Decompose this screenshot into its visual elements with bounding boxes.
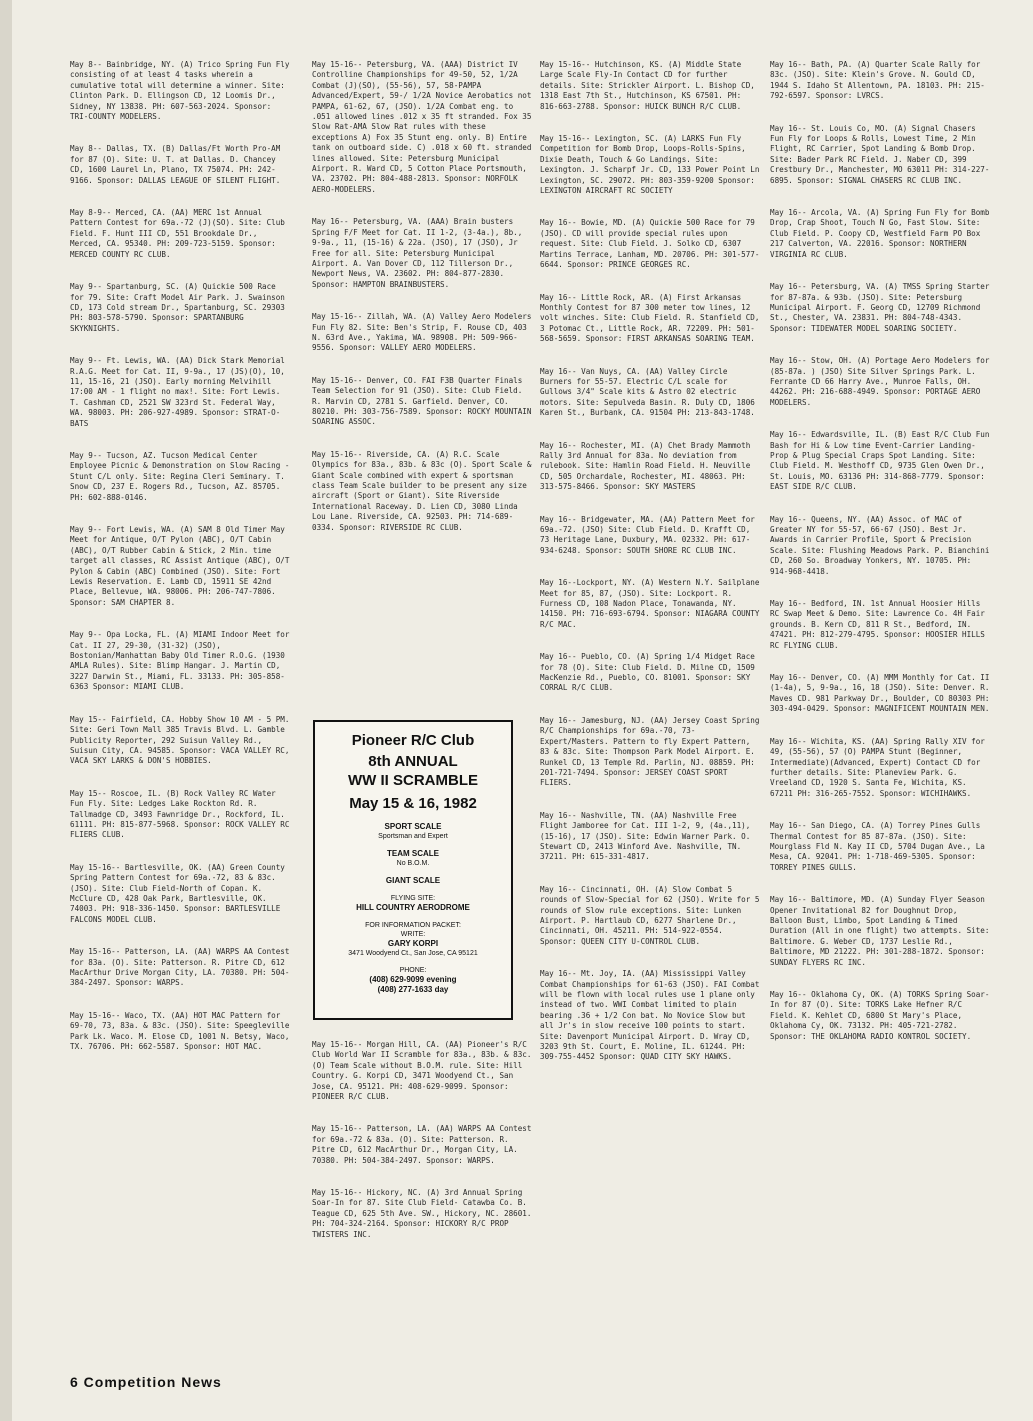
event-listing: May 16-- Edwardsville, IL. (B) East R/C Club Fun Bash for Hi & Low time Event-Carrier Landing-Prop & Plug Special Craps Spot Landing. Site: Club Field. M. Westhoff CD, 9735 Glen Owen Dr., St. Louis, MO. 63136 PH: 314-868-7779. Sponsor: EAST SIDE R/C CLUB. [770, 430, 990, 492]
event-listing: May 15-16-- Morgan Hill, CA. (AA) Pioneer's R/C Club World War II Scramble for 83a., 83b. & 83c. (O) Team Scale without B.O.M. rule. Site: Hill Country. G. Korpi CD, 3471 Woodyend Ct., San Jose, CA. 95121. PH: 408-629-9099. Sponsor: PIONEER R/C CLUB. [312, 1040, 532, 1102]
column-1 [70, 60, 292, 1074]
event-listing: May 16-- Nashville, TN. (AA) Nashville Free Flight Jamboree for Cat. III 1-2, 9, (4a.,11), (15-16), 17 (JSO). Site: Edwin Warner Park. O. Stewart CD, 2413 Winford Ave. Nashville, TN. 37211. PH: 615-331-4817. [540, 810, 751, 862]
ad-club-name: Pioneer R/C Club [351, 732, 475, 749]
event-listing: May 16-- San Diego, CA. (A) Torrey Pines Gulls Thermal Contest for 85 87-87a. (JSO). Site: Mourglass Fld N. Kay II CD, 5704 Dugan Ave., La Mesa, CA. 92041. PH: 1-718-469-5305. Sponsor: TORREY PINES GULLS. [770, 821, 985, 872]
event-listing: May 16-- St. Louis Co, MO. (A) Signal Chasers Fun Fly for Loops & Rolls, Lowest Time, 2 Min Flight, RC Carrier, Spot Landing & Bomb Drop. Site: Bader Park RC Field. J. Naber CD, 399 Crestbury Dr., Manchester, MO 63011 PH: 314-227-6895. Sponsor: SIGNAL CHASERS RC CLUB INC. [770, 123, 990, 185]
ad-contact-address: 3471 Woodyend Ct., San Jose, CA 95121 [348, 950, 478, 957]
event-listing: May 15-16-- Hutchinson, KS. (A) Middle State Large Scale Fly-In Contact CD for further details. Site: Strickler Airport. L. Bishop CD, 1318 East 7th St., Hutchinson, KS 67501. PH: 816-663-2788. Sponsor: HUICK BUNCH R/C CLUB. [540, 60, 755, 111]
ad-info-label: FOR INFORMATION PACKET: [365, 922, 461, 929]
ad-phone-label: PHONE: [399, 967, 427, 974]
ad-flying-site-label: FLYING SITE: [390, 895, 436, 902]
event-listing: May 16-- Bedford, IN. 1st Annual Hoosier Hills RC Swap Meet & Demo. Site: Lawrence Co. 4H Fair grounds. B. Kern CD, 811 R St., Bedford, IN. 47421. PH: 812-279-4795. Sponsor: HOOSIER HILLS RC FLYING CLUB. [770, 599, 985, 650]
ad-flying-site: HILL COUNTRY AERODROME [356, 903, 470, 912]
event-listing: May 16-- Bowie, MD. (A) Quickie 500 Race for 79 (JSO). CD will provide special rules upon request. Site: Club Field. J. Solko CD, 6307 Martins Terrace, Lanham, MD. 20706. PH: 301-577-6644. Sponsor: PRINCE GEORGES RC. [540, 218, 760, 270]
event-listing: May 15-16-- Denver, CO. FAI F3B Quarter Finals Team Selection for 91 (JSO). Site: Club Field. R. Marvin CD, 2781 S. Garfield. Denver, CO. 80210. PH: 303-756-7589. Sponsor: ROCKY MOUNTAIN SOARING ASSOC. [312, 375, 532, 427]
event-listing: May 16-- Arcola, VA. (A) Spring Fun Fly for Bomb Drop, Crap Shoot, Touch N Go, Fast Slow. Site: Club Field. P. Coopy CD, Westfield Farm PO Box 217 Calverton, VA. 22016. Sponsor: NORTHERN VIRGINIA RC CLUB. [770, 208, 990, 259]
event-listing: May 15-16-- Petersburg, VA. (AAA) District IV Controlline Championships for 49-50, 52, 1/2A Combat (J)(SO), (55-56), 57, 58-PAMPA Advanced/Expert, 59-/ 1/2A Novice Aerobatics not PAMPA, 61-62, 67, (JSO). 1/2A Combat eng. to .051 allowed lines .012 x 35 ft stranded. Fox 35 Slow Rat-AMA Slow Rat rules with these exceptions A) Fox 35 Stunt eng. only. B) Entire tank on outboard side. C) .018 x 60 ft. stranded lines allowed. Site: Petersburg Municipal Airport. R. Ward CD, 5 Cotton Place Portsmouth, VA. 23702. PH: 804-488-2813. Sponsor: NORFOLK AERO-MODELERS. [312, 60, 532, 194]
column-4 [770, 60, 992, 1064]
event-listing: May 16-- Cincinnati, OH. (A) Slow Combat 5 rounds of Slow-Special for 62 (JSO). Write for 5 rounds of Slow rule exceptions. Site: Lunken Airport. P. Hartlaub CD, 6277 Sharlene Dr., Cincinnati, OH. 45211. PH: 514-922-0554. Sponsor: QUEEN CITY U-CONTROL CLUB. [540, 884, 760, 946]
event-listing: May 16-- Stow, OH. (A) Portage Aero Modelers for (85-87a. ) (JSO) Site Silver Springs Park. L. Ferrante CD 66 Harry Ave., Munroe Falls, OH. 44262. PH: 216-688-4949. Sponsor: PORTAGE AERO MODELERS. [770, 356, 990, 407]
event-listing: May 16-- Rochester, MI. (A) Chet Brady Mammoth Rally 3rd Annual for 83a. No deviation from rulebook. Site: Hamlin Road Field. H. Neuville CD, 505 Orchardale, Rochester, MI. 48063. PH: 313-575-8466. Sponsor: SKY MASTERS [540, 440, 751, 492]
ad-phone-day: (408) 277-1633 day [377, 985, 449, 994]
ad-giant-scale: GIANT SCALE [385, 876, 441, 885]
event-listing: May 15-16-- Waco, TX. (AA) HOT MAC Pattern for 69-70, 73, 83a. & 83c. (JSO). Site: Speegleville Park Lk. Waco. M. Elose CD, 1001 N. Betsy, Waco, TX. 76706. PH: 662-5587. Sponsor: HOT MAC. [70, 1010, 290, 1052]
event-listing: May 8-9-- Merced, CA. (AA) MERC 1st Annual Pattern Contest for 69a.-72 (J)(SO). Site: Club Field. F. Hunt III CD, 551 Brookdale Dr., Merced, CA. 95340. PH: 209-723-5159. Sponsor: MERCED COUNTY RC CLUB. [70, 208, 285, 259]
column-2-bottom [312, 1040, 534, 1262]
ad-sport-scale: SPORT SCALE [384, 822, 442, 831]
event-listing: May 16-- Queens, NY. (AA) Assoc. of MAC of Greater NY for 55-57, 66-67 (JSO). Best Jr. Awards in Carrier Profile, Sport & Precision Scale. Site: Flushing Meadows Park. P. Bianchini CD, 260 So. Broadway Yonkers, NY. 10705. PH: 914-968-4418. [770, 514, 990, 576]
event-listing: May 16-- Petersburg, VA. (AAA) Brain busters Spring F/F Meet for Cat. II 1-2, (3-4a.), 8b., 9-9a., 11, (15-16) & 22a. (JSO), 17 (JSO), Jr Free for all. Site: Petersburg Municipal Airport. A. Van Dover CD, 112 Tillerson Dr., Newport News, VA. 23602. PH: 804-877-2830. Sponsor: HAMPTON BRAINBUSTERS. [312, 217, 523, 289]
event-listing: May 16-- Baltimore, MD. (A) Sunday Flyer Season Opener Invitational 82 for Doughnut Drop, Balloon Bust, Limbo, Spot Landing & Timed Duration (All in one flight) two attempts. Site: Baltimore. G. Weber CD, 1737 Leslie Rd., Baltimore, MD 21222. PH: 301-288-1872. Sponsor: SUNDAY FLYERS RC INC. [770, 895, 990, 967]
event-listing: May 16-- Petersburg, VA. (A) TMSS Spring Starter for 87-87a. & 93b. (JSO). Site: Petersburg Municipal Airport. F. Georg CD, 12709 Richmond St., Chester, VA. 23831. PH: 804-748-4343. Sponsor: TIDEWATER MODEL SOARING SOCIETY. [770, 282, 990, 333]
event-listing: May 9-- Fort Lewis, WA. (A) SAM 8 Old Timer May Meet for Antique, O/T Pylon (ABC), O/T Cabin (ABC), O/T Rubber Cabin & Stick, 2 Min. time target all classes, RC Assist Antique (ABC), O/T Pylon & Cabin (ABC) Combined (JSO). Site: Fort Lewis Reservation. E. Lamb CD, 15911 SE 42nd Place, Bellevue, WA. 98006. PH: 206-747-7806. Sponsor: SAM CHAPTER 8. [70, 525, 290, 607]
event-listing: May 16-- Bridgewater, MA. (AA) Pattern Meet for 69a.-72. (JSO) Site: Club Field. D. Krafft CD, 73 Heritage Lane, Duxbury, MA. 02332. PH: 617-934-6248. Sponsor: SOUTH SHORE RC CLUB INC. [540, 514, 755, 555]
event-listing: May 15-16-- Riverside, CA. (A) R.C. Scale Olympics for 83a., 83b. & 83c (O). Sport Scale & Giant Scale combined with expert & sportsman class Team Scale builder to be present any size aircraft (Sport or Giant). Site Riverside International Raceway. D. Lien CD, 3080 Linda Lou Lane. Riverside, CA. 92503. PH: 714-689-0334. Sponsor: RIVERSIDE RC CLUB. [312, 449, 532, 532]
event-listing: May 15-16-- Patterson, LA. (AA) WARPS AA Contest for 83a. (O). Site: Patterson. R. Pitre CD, 612 MacArthur Drive Morgan City, LA. 70380. PH: 504-384-2497. Sponsor: WARPS. [70, 947, 290, 988]
event-listing: May 9-- Tucson, AZ. Tucson Medical Center Employee Picnic & Demonstration on Slow Racing - Stunt C/L only. Site: Regina Cleri Seminary. T. Snow CD, 237 E. Rogers Rd., Tucson, AZ. 85705. PH: 602-888-0146. [70, 450, 290, 502]
event-listing: May 16-- Little Rock, AR. (A) First Arkansas Monthly Contest for 87 300 meter tow lines, 12 volt winches. Site: Club Field. R. Stanfield CD, 3 Potomac Ct., Little Rock, AR. 72209. PH: 501-568-5659. Sponsor: FIRST ARKANSAS SOARING TEAM. [540, 292, 760, 344]
event-listing: May 16-- Mt. Joy, IA. (AA) Mississippi Valley Combat Championships for 61-63 (JSO). FAI Combat will be flown with local rules use 1 plane only instead of two. WWI Combat limited to plain bearing .36 + 1/2 Con bat. No Novice Slow but all Jr's in slow receive 100 points to start. Site: Davenport Municipal Airport. D. Wray CD, 3203 9th St. Court, E. Moline, IL. 61244. PH: 309-755-4452 Sponsor: QUAD CITY SKY HAWKS. [540, 969, 760, 1062]
column-2-top [312, 60, 534, 555]
ad-sportsman-expert: Sportsman and Expert [378, 833, 448, 840]
event-listing: May 15-16-- Patterson, LA. (AA) WARPS AA Contest for 69a.-72 & 83a. (O). Site: Patterson. R. Pitre CD, 612 MacArthur Dr., Morgan City, LA. 70380. PH: 504-384-2497. Sponsor: WARPS. [312, 1124, 532, 1165]
event-listing: May 16-- Wichita, KS. (AA) Spring Rally XIV for 49, (55-56), 57 (O) PAMPA Stunt (Beginner, Intermediate)(Advanced, Expert) Contact CD for further details. Site: Planeview Park. G. Vreeland CD, 1920 S. Santa Fe, Wichita, KS. 67211 PH: 316-265-7552. Sponsor: WICHIHAWKS. [770, 736, 985, 798]
ad-team-scale: TEAM SCALE [387, 849, 439, 858]
ad-annual: 8th ANNUAL [368, 753, 458, 770]
ad-dates: May 15 & 16, 1982 [349, 795, 477, 812]
event-listing: May 15-16-- Zillah, WA. (A) Valley Aero Modelers Fun Fly 82. Site: Ben's Strip, F. Rouse CD, 403 N. 63rd Ave., Yakima, WA. 98908. PH: 509-966-9556. Sponsor: VALLEY AERO MODELERS. [312, 312, 532, 353]
event-listing: May 15-16-- Bartlesville, OK. (AA) Green County Spring Pattern Contest for 69a.-72, 83 & 83c. (JSO). Site: Club Field-North of Copan. K. McClure CD, 428 Oak Park, Bartlesville, OK. 74003. PH: 918-336-1450. Sponsor: BARTLESVILLE FALCONS MODEL CLUB. [70, 862, 285, 924]
event-listing: May 15-16-- Lexington, SC. (A) LARKS Fun Fly Competition for Bomb Drop, Loops-Rolls-Spins, Dixie Death, Touch & Go Landings. Site: Lexington. J. Scharpf Jr. CD, 133 Power Point Ln Lexington, SC. 29072. PH: 803-359-9200 Sponsor: LEXINGTON AIRCRAFT RC SOCIETY [540, 134, 760, 196]
event-listing: May 16-- Jamesburg, NJ. (AA) Jersey Coast Spring R/C Championships for 69a.-70, 73-Expert/Masters. Pattern to fly Expert Pattern, 83 & 83c. Site: Thompson Park Model Airport. E. Runkel CD, 13 Temple Rd. Parlin, NJ. 08859. PH: 201-721-7494. Sponsor: JERSEY COAST SPORT FLIERS. [540, 715, 760, 788]
event-listing: May 15-- Roscoe, IL. (B) Rock Valley RC Water Fun Fly. Site: Ledges Lake Rockton Rd. R. Tallmadge CD, 3493 Fawnridge Dr., Rockford, IL. 61111. PH: 815-877-5968. Sponsor: ROCK VALLEY RC FLIERS CLUB. [70, 788, 290, 840]
advertisement-box [313, 720, 513, 1020]
ad-contact-name: GARY KORPI [387, 939, 439, 948]
event-listing: May 9-- Opa Locka, FL. (A) MIAMI Indoor Meet for Cat. II 27, 29-30, (31-32) (JSO), Bostonian/Manhattan Baby Old Timer R.O.G. (1930 AMLA Rules). Site: Blimp Hangar. J. Martin CD, 3227 Darwin St., Miami, FL. 33133. PH: 305-858-6363 Sponsor: MIAMI CLUB. [70, 630, 290, 692]
event-listing: May 15-16-- Hickory, NC. (A) 3rd Annual Spring Soar-In for 87. Site Club Field- Catawba Co. B. Teague CD, 625 5th Ave. SW., Hickory, NC. 28601. PH: 704-324-2164. Sponsor: HICKORY R/C PROP TWISTERS INC. [312, 1188, 532, 1239]
ad-phone-evening: (408) 629-9099 evening [369, 975, 457, 984]
ad-event: WW II SCRAMBLE [348, 772, 478, 789]
page-edge [0, 0, 12, 1421]
event-listing: May 16--Lockport, NY. (A) Western N.Y. Sailplane Meet for 85, 87, (JSO). Site: Lockport. R. Furness CD, 108 Nadon Place, Tonawanda, NY. 14150. PH: 716-693-6794. Sponsor: NIAGARA COUNTY R/C MAC. [540, 578, 760, 629]
event-listing: May 15-- Fairfield, CA. Hobby Show 10 AM - 5 PM. Site: Geri Town Mall 385 Travis Blvd. L. Gamble Publicity Reporter, 292 Suisun Valley Rd., Suisun City, CA. 94585. Sponsor: VACA VALLEY RC, VACA SKY LARKS & DON'S HOBBIES. [70, 714, 290, 766]
event-listing: May 8-- Bainbridge, NY. (A) Trico Spring Fun Fly consisting of at least 4 tasks wherein a cumulative total will determine a winner. Site: Clinton Park. D. Ellingson CD, 12 Loomis Dr., Sidney, NY 13838. PH: 607-563-2024. Sponsor: TRI-COUNTY MODELERS. [70, 60, 290, 122]
event-listing: May 16-- Van Nuys, CA. (AA) Valley Circle Burners for 55-57. Electric C/L scale for Gullows 3/4" Scale kits & Astro 02 electric motors. Site: Sepulveda Basin. R. Duly CD, 1806 Karen St., Burbank, CA. 91504 PH: 213-843-1748. [540, 366, 755, 418]
event-listing: May 9-- Spartanburg, SC. (A) Quickie 500 Race for 79. Site: Craft Model Air Park. J. Swainson CD, 173 Cold stream Dr., Spartanburg, SC. 29303 PH: 803-578-5790. Sponsor: SPARTANBURG SKYKNIGHTS. [70, 282, 285, 333]
event-listing: May 16-- Denver, CO. (A) MMM Monthly for Cat. II (1-4a), 5, 9-9a., 16, 18 (JSO). Site: Denver. R. Maves CD. 981 Parkway Dr., Boulder, CO 80303 PH: 303-494-0429. Sponsor: MAGNIFICENT MOUNTAIN MEN. [770, 673, 990, 714]
column-3 [540, 60, 762, 1085]
event-listing: May 16-- Oklahoma Cy, OK. (A) TORKS Spring Soar-In for 87 (O). Site: TORKS Lake Hefner R/C Field. K. Kehlet CD, 6800 St Mary's Place, Oklahoma Cy, OK. 73132. PH: 405-721-2782. Sponsor: THE OKLAHOMA RADIO KONTROL SOCIETY. [770, 990, 990, 1041]
event-listing: May 16-- Pueblo, CO. (A) Spring 1/4 Midget Race for 78 (O). Site: Club Field. D. Milne CD, 1509 MacKenzie Rd., Pueblo, CO. 81001. Sponsor: SKY CORRAL R/C CLUB. [540, 652, 755, 693]
event-listing: May 8-- Dallas, TX. (B) Dallas/Ft Worth Pro-AM for 87 (O). Site: U. T. at Dallas. D. Chancey CD, 1600 Laurel Ln, Plano, TX 75074. PH: 242-9166. Sponsor: DALLAS LEAGUE OF SILENT FLIGHT. [70, 144, 281, 185]
event-listing: May 16-- Bath, PA. (A) Quarter Scale Rally for 83c. (JSO). Site: Klein's Grove. N. Gould CD, 1944 S. Idaho St Allentown, PA. 18103. PH: 215-792-6597. Sponsor: LVRCS. [770, 60, 985, 101]
ad-no-bom: No B.O.M. [396, 860, 430, 867]
page-footer: 6 Competition News [70, 1374, 222, 1390]
ad-write-label: WRITE: [400, 931, 426, 938]
event-listing: May 9-- Ft. Lewis, WA. (AA) Dick Stark Memorial R.A.G. Meet for Cat. II, 9-9a., 17 (JS)(O), 10, 11, 15-16, 21 (JSO). Early morning Melvihill 17:00 AM - 1 flight no max!. Site: Fort Lewis. T. Cashman CD, 2521 SW 323rd St. Federal Way, WA. 98003. PH: 206-927-4989. Sponsor: STRAT-O-BATS [70, 356, 285, 428]
